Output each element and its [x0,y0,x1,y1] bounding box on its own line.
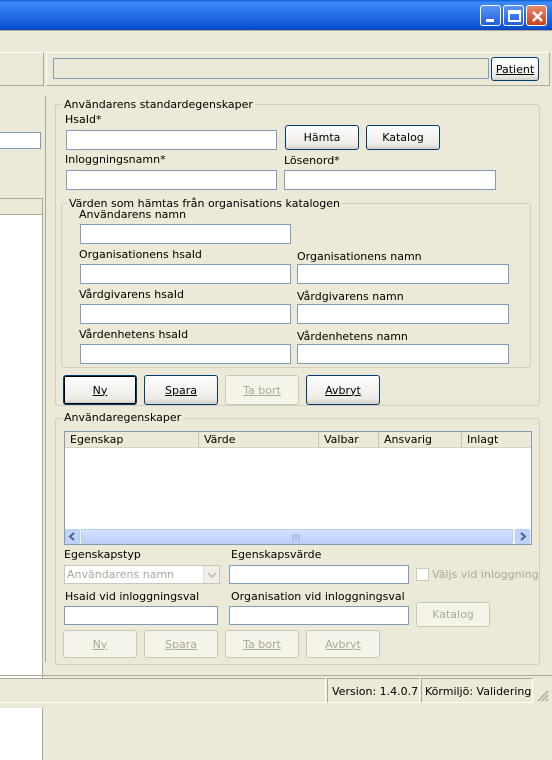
org-hsaid-input[interactable] [80,264,291,284]
status-panel-version [327,678,420,703]
provider-hsaid-input[interactable] [80,304,291,324]
column-header[interactable]: Egenskap [65,432,199,447]
login-name-input[interactable] [66,170,277,190]
properties-list[interactable] [64,431,532,545]
fetch-button[interactable]: Hämta [285,125,359,150]
org-name-input[interactable] [297,264,509,284]
left-panel [0,96,46,662]
user-name-label: Användarens namn [79,208,187,221]
scroll-left-button[interactable] [65,529,80,544]
hsaid-input[interactable] [66,130,277,150]
property-type-select[interactable]: Användarens namn [64,565,220,584]
login-name-label: Inloggningsnamn* [65,153,166,166]
hsaid-login-input[interactable] [64,606,218,625]
status-bar [0,678,552,708]
catalog-values-legend: Värden som hämtas från organisations katalogen [69,197,341,210]
delete-button[interactable]: Ta bort [225,375,299,405]
status-panel-main [0,678,326,703]
column-header[interactable]: Valbar [319,432,379,447]
choose-at-login-label: Väljs vid inloggning [432,568,539,581]
property-type-label: Egenskapstyp [64,548,141,561]
save-button[interactable]: Spara [144,375,218,405]
property-value-input[interactable] [229,565,409,584]
toolbar-status-field [53,58,489,79]
close-icon [527,6,548,27]
provider-hsaid-label: Vårdgivarens hsaId [79,288,184,301]
chevron-right-icon [516,530,529,543]
scroll-thumb[interactable] [81,529,513,544]
chevron-left-icon [66,530,79,543]
column-header[interactable]: Värde [199,432,319,447]
password-label: Lösenord* [284,154,340,167]
choose-at-login-checkbox[interactable] [416,568,429,581]
props-save-button[interactable]: Spara [144,630,218,658]
property-value-label: Egenskapsvärde [231,548,322,561]
password-input[interactable] [284,170,496,190]
maximize-icon [504,6,525,27]
close-button[interactable] [526,5,547,26]
grip-icon [292,533,302,542]
org-hsaid-label: Organisationens hsaId [79,248,202,261]
title-bar [0,0,552,30]
new-button[interactable]: Ny [63,375,137,405]
props-new-button[interactable]: Ny [63,630,137,658]
left-header [0,198,43,215]
user-name-input[interactable] [80,224,291,244]
unit-name-label: Vårdenhetens namn [297,330,408,343]
hsaid-login-label: Hsaid vid inloggningsval [65,590,200,603]
horizontal-scrollbar[interactable] [65,529,531,544]
environment-text: Körmiljö: Validering [425,685,532,698]
provider-name-label: Vårdgivarens namn [297,290,404,303]
left-input[interactable] [0,132,41,149]
list-header [65,432,531,448]
unit-name-input[interactable] [297,344,509,364]
column-header[interactable]: Ansvarig [379,432,462,447]
org-name-label: Organisationens namn [297,250,422,263]
minimize-button[interactable] [480,5,501,26]
props-delete-button[interactable]: Ta bort [225,630,299,658]
user-properties-legend: Användaregenskaper [64,411,182,424]
unit-hsaid-label: Vårdenhetens hsaId [79,328,189,341]
org-login-input[interactable] [229,606,409,625]
unit-hsaid-input[interactable] [80,344,291,364]
status-panel-env [421,678,533,703]
hsaid-label: HsaId* [65,113,102,126]
minimize-icon [481,6,502,27]
standard-properties-legend: Användarens standardegenskaper [64,98,253,111]
provider-name-input[interactable] [297,304,509,324]
chevron-down-icon [204,566,220,583]
column-header[interactable]: Inlagt [467,433,499,446]
props-cancel-button[interactable]: Avbryt [306,630,380,658]
resize-grip-icon[interactable] [535,688,550,703]
left-toolbar-panel [0,52,44,86]
props-catalog-button[interactable]: Katalog [416,602,490,627]
org-login-label: Organisation vid inloggningsval [231,590,405,603]
catalog-button[interactable]: Katalog [366,125,440,150]
patient-button[interactable]: Patient [491,57,539,81]
version-text: Version: 1.4.0.7 [332,685,419,698]
maximize-button[interactable] [503,5,524,26]
dropdown-button[interactable] [203,566,219,583]
scroll-right-button[interactable] [515,529,530,544]
toolbar-panel [46,52,550,86]
cancel-button[interactable]: Avbryt [306,375,380,405]
